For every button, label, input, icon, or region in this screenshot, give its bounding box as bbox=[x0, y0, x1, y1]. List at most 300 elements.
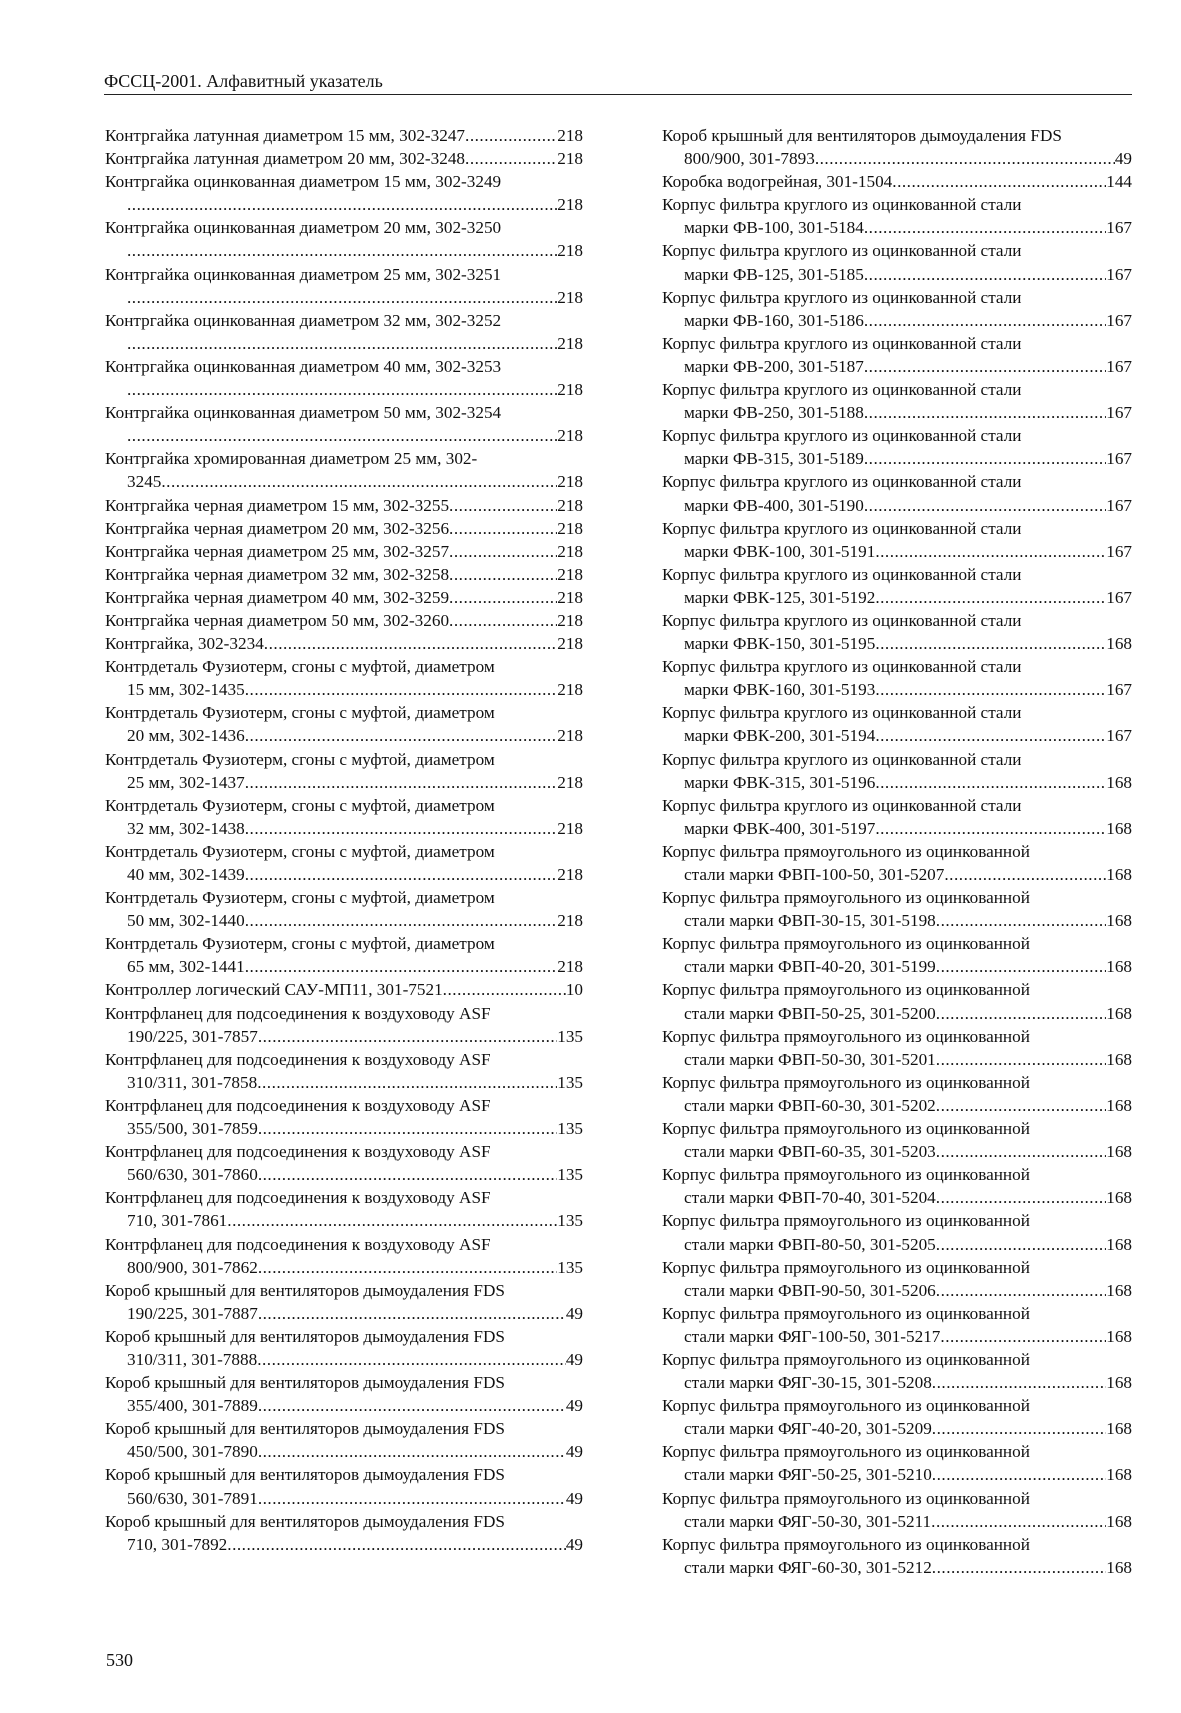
index-entry bbox=[105, 1325, 583, 1371]
index-entry bbox=[662, 424, 1132, 470]
index-entry-line bbox=[662, 1510, 1132, 1533]
index-entry-text: Контргайка черная диаметром 50 мм, 302-3260 bbox=[105, 610, 450, 630]
index-entry-line bbox=[105, 124, 583, 147]
index-entry-text: Корпус фильтра прямоугольного из оцинкованной bbox=[662, 1442, 1030, 1462]
index-entry-text: Корпус фильтра круглого из оцинкованной стали bbox=[662, 380, 1022, 400]
page-number: 530 bbox=[106, 1650, 133, 1670]
index-page-ref: 218 bbox=[557, 610, 583, 630]
index-entry-text: Контргайка оцинкованная диаметром 20 мм, 302-3250 bbox=[105, 218, 502, 238]
dot-leader bbox=[161, 470, 557, 493]
index-entry-text: марки ФВК-315, 301-5196 bbox=[684, 772, 876, 792]
index-entry bbox=[105, 840, 583, 886]
index-entry bbox=[662, 378, 1132, 424]
index-entry bbox=[105, 1510, 583, 1556]
index-page-ref: 167 bbox=[1106, 680, 1132, 700]
index-entry-line bbox=[662, 678, 1132, 701]
index-entry-line bbox=[105, 909, 583, 932]
index-entry-text: Короб крышный для вентиляторов дымоудаления FDS bbox=[105, 1280, 505, 1300]
index-entry-line bbox=[662, 355, 1132, 378]
dot-leader bbox=[449, 563, 557, 586]
index-page-ref: 49 bbox=[565, 1442, 583, 1462]
dot-leader bbox=[944, 863, 1106, 886]
dot-leader bbox=[936, 1048, 1106, 1071]
index-entry-text: 560/630, 301-7891 bbox=[127, 1488, 258, 1508]
index-entry-text: Корпус фильтра круглого из оцинкованной стали bbox=[662, 287, 1022, 307]
index-entry-text: Контргайка оцинкованная диаметром 32 мм, 302-3252 bbox=[105, 310, 502, 330]
dot-leader bbox=[465, 147, 557, 170]
index-entry-line bbox=[105, 1394, 583, 1417]
index-entry-text: 310/311, 301-7888 bbox=[127, 1349, 258, 1369]
index-entry-text: марки ФВК-400, 301-5197 bbox=[684, 818, 876, 838]
index-page-ref: 167 bbox=[1106, 264, 1132, 284]
index-entry bbox=[662, 655, 1132, 701]
index-page-ref: 168 bbox=[1106, 1049, 1132, 1069]
index-entry bbox=[105, 447, 583, 493]
index-entry-line bbox=[662, 1371, 1132, 1394]
index-entry-text: Контргайка хромированная диаметром 25 мм, 302- bbox=[105, 449, 478, 469]
index-entry-line bbox=[662, 309, 1132, 332]
dot-leader bbox=[875, 540, 1106, 563]
index-page-ref: 218 bbox=[557, 195, 583, 215]
dot-leader bbox=[936, 1233, 1106, 1256]
index-entry bbox=[105, 1463, 583, 1509]
index-page-ref: 144 bbox=[1106, 172, 1132, 192]
index-entry-text: Корпус фильтра прямоугольного из оцинкованной bbox=[662, 980, 1030, 1000]
index-entry bbox=[105, 632, 583, 655]
index-entry bbox=[105, 609, 583, 632]
dot-leader bbox=[864, 355, 1106, 378]
index-entry-line bbox=[662, 147, 1132, 170]
index-entry-text: Корпус фильтра круглого из оцинкованной стали bbox=[662, 703, 1022, 723]
index-entry-text: 560/630, 301-7860 bbox=[127, 1165, 258, 1185]
index-entry bbox=[662, 332, 1132, 378]
dot-leader bbox=[864, 447, 1106, 470]
index-entry-line bbox=[105, 239, 583, 262]
index-entry bbox=[105, 1279, 583, 1325]
index-entry-text: 355/500, 301-7859 bbox=[127, 1119, 258, 1139]
index-page-ref: 49 bbox=[565, 1396, 583, 1416]
index-entry-text: Контргайка оцинкованная диаметром 40 мм, 302-3253 bbox=[105, 356, 502, 376]
index-page-ref: 167 bbox=[1106, 310, 1132, 330]
index-entry-text: Контрдеталь Фузиотерм, сгоны с муфтой, диаметром bbox=[105, 657, 495, 677]
index-page-ref: 168 bbox=[1106, 1511, 1132, 1531]
index-entry bbox=[662, 470, 1132, 516]
index-entry-line bbox=[105, 978, 583, 1001]
index-entry-text: марки ФВ-100, 301-5184 bbox=[684, 218, 864, 238]
index-page-ref: 168 bbox=[1106, 1188, 1132, 1208]
index-entry-text: Корпус фильтра прямоугольного из оцинкованной bbox=[662, 934, 1030, 954]
index-entry bbox=[662, 124, 1132, 170]
index-page-ref: 135 bbox=[557, 1257, 583, 1277]
index-entry-text: Контрфланец для подсоединения к воздуховоду ASF bbox=[105, 1049, 491, 1069]
index-entry-text: марки ФВ-200, 301-5187 bbox=[684, 356, 864, 376]
index-entry-text: Контргайка оцинкованная диаметром 15 мм, 302-3249 bbox=[105, 172, 502, 192]
index-entry-text: Контргайка черная диаметром 40 мм, 302-3259 bbox=[105, 587, 450, 607]
index-entry bbox=[662, 932, 1132, 978]
index-entry-text: Короб крышный для вентиляторов дымоудаления FDS bbox=[105, 1511, 505, 1531]
index-entry-text: Корпус фильтра прямоугольного из оцинкованной bbox=[662, 1211, 1030, 1231]
index-page-ref: 218 bbox=[557, 564, 583, 584]
index-entry-line bbox=[662, 494, 1132, 517]
index-entry-text: 710, 301-7861 bbox=[127, 1211, 228, 1231]
index-entry bbox=[662, 1302, 1132, 1348]
index-entry-text: 190/225, 301-7857 bbox=[127, 1026, 258, 1046]
index-page-ref: 135 bbox=[557, 1072, 583, 1092]
dot-leader bbox=[864, 263, 1106, 286]
dot-leader bbox=[936, 955, 1106, 978]
index-entry bbox=[105, 748, 583, 794]
index-entry-line bbox=[105, 1025, 583, 1048]
index-entry-text: Корпус фильтра круглого из оцинкованной стали bbox=[662, 749, 1022, 769]
index-page-ref: 218 bbox=[557, 818, 583, 838]
index-entry-line bbox=[105, 1348, 583, 1371]
index-entry bbox=[662, 563, 1132, 609]
index-entry-text: 310/311, 301-7858 bbox=[127, 1072, 258, 1092]
index-entry bbox=[662, 1533, 1132, 1579]
index-page-ref: 218 bbox=[557, 634, 583, 654]
index-entry bbox=[105, 1002, 583, 1048]
index-entry-line bbox=[105, 193, 583, 216]
index-column-left bbox=[105, 124, 583, 1556]
index-entry bbox=[105, 1186, 583, 1232]
dot-leader bbox=[127, 239, 557, 262]
dot-leader bbox=[245, 863, 558, 886]
index-page-ref: 168 bbox=[1106, 1373, 1132, 1393]
index-page-ref: 167 bbox=[1106, 726, 1132, 746]
index-entry-line bbox=[105, 494, 583, 517]
index-entry-text: 50 мм, 302-1440 bbox=[127, 911, 245, 931]
index-entry-text: марки ФВ-250, 301-5188 bbox=[684, 403, 864, 423]
index-page-ref: 218 bbox=[557, 541, 583, 561]
index-entry bbox=[662, 1394, 1132, 1440]
dot-leader bbox=[932, 1463, 1106, 1486]
index-page-ref: 168 bbox=[1106, 911, 1132, 931]
index-entry-text: стали марки ФВП-90-50, 301-5206 bbox=[684, 1280, 936, 1300]
dot-leader bbox=[875, 817, 1106, 840]
index-entry bbox=[662, 840, 1132, 886]
index-entry-text: Контрфланец для подсоединения к воздуховоду ASF bbox=[105, 1095, 491, 1115]
index-page-ref: 218 bbox=[557, 126, 583, 145]
index-entry-line bbox=[662, 586, 1132, 609]
dot-leader bbox=[875, 632, 1106, 655]
index-entry-line bbox=[105, 1071, 583, 1094]
index-entry-line bbox=[105, 771, 583, 794]
index-entry-text: Короб крышный для вентиляторов дымоудаления FDS bbox=[105, 1373, 505, 1393]
index-page-ref: 167 bbox=[1106, 541, 1132, 561]
index-entry-text: марки ФВ-125, 301-5185 bbox=[684, 264, 864, 284]
index-entry-line bbox=[662, 724, 1132, 747]
index-entry-line bbox=[662, 1417, 1132, 1440]
index-entry-text: стали марки ФВП-60-35, 301-5203 bbox=[684, 1142, 936, 1162]
index-entry bbox=[105, 586, 583, 609]
index-entry-text: Корпус фильтра прямоугольного из оцинкованной bbox=[662, 1396, 1030, 1416]
index-entry-text: Контрфланец для подсоединения к воздуховоду ASF bbox=[105, 1234, 491, 1254]
dot-leader bbox=[936, 1186, 1106, 1209]
dot-leader bbox=[465, 124, 557, 147]
index-entry-text: марки ФВК-100, 301-5191 bbox=[684, 541, 876, 561]
dot-leader bbox=[227, 1209, 557, 1232]
dot-leader bbox=[936, 1002, 1106, 1025]
index-entry-text: Короб крышный для вентиляторов дымоудаления FDS bbox=[662, 126, 1062, 145]
index-entry-text: Корпус фильтра круглого из оцинкованной стали bbox=[662, 610, 1022, 630]
index-page-ref: 49 bbox=[565, 1303, 583, 1323]
index-entry-text: марки ФВ-400, 301-5190 bbox=[684, 495, 864, 515]
index-entry bbox=[662, 193, 1132, 239]
index-entry-text: 450/500, 301-7890 bbox=[127, 1442, 258, 1462]
dot-leader bbox=[449, 609, 557, 632]
index-entry bbox=[662, 978, 1132, 1024]
dot-leader bbox=[936, 1279, 1106, 1302]
index-page-ref: 168 bbox=[1106, 1003, 1132, 1023]
index-entry bbox=[105, 563, 583, 586]
index-page-ref: 49 bbox=[565, 1534, 583, 1554]
index-entry-line bbox=[105, 147, 583, 170]
index-page-ref: 167 bbox=[1106, 403, 1132, 423]
dot-leader bbox=[258, 1256, 557, 1279]
index-page-ref: 168 bbox=[1106, 772, 1132, 792]
index-page-ref: 218 bbox=[557, 287, 583, 307]
index-page-ref: 218 bbox=[557, 333, 583, 353]
index-page-ref: 218 bbox=[557, 149, 583, 169]
index-entry-text: Корпус фильтра круглого из оцинкованной стали bbox=[662, 426, 1022, 446]
dot-leader bbox=[864, 494, 1106, 517]
index-entry bbox=[662, 609, 1132, 655]
index-entry-text: Контргайка черная диаметром 25 мм, 302-3257 bbox=[105, 541, 450, 561]
dot-leader bbox=[127, 378, 557, 401]
index-entry-text: Контргайка черная диаметром 20 мм, 302-3256 bbox=[105, 518, 450, 538]
index-entry-text: стали марки ФЯГ-100-50, 301-5217 bbox=[684, 1326, 941, 1346]
index-entry-text: стали марки ФЯГ-50-30, 301-5211 bbox=[684, 1511, 932, 1531]
index-page-ref: 135 bbox=[557, 1211, 583, 1231]
index-entry-text: 355/400, 301-7889 bbox=[127, 1396, 258, 1416]
dot-leader bbox=[864, 309, 1106, 332]
index-entry bbox=[105, 932, 583, 978]
index-entry-line bbox=[662, 909, 1132, 932]
index-entry bbox=[105, 401, 583, 447]
index-entry-text: Контрдеталь Фузиотерм, сгоны с муфтой, диаметром bbox=[105, 841, 495, 861]
dot-leader bbox=[936, 1094, 1106, 1117]
index-entry-text: Корпус фильтра прямоугольного из оцинкованной bbox=[662, 1303, 1030, 1323]
index-entry-text: Контргайка оцинкованная диаметром 50 мм, 302-3254 bbox=[105, 403, 502, 423]
index-entry bbox=[105, 494, 583, 517]
dot-leader bbox=[245, 909, 558, 932]
index-entry-line bbox=[105, 332, 583, 355]
index-entry-text: 15 мм, 302-1435 bbox=[127, 680, 245, 700]
index-page-ref: 218 bbox=[557, 957, 583, 977]
index-entry-text: Контргайка латунная диаметром 15 мм, 302-3247 bbox=[105, 126, 466, 145]
index-entry-text: 3245 bbox=[127, 472, 162, 492]
index-page-ref: 218 bbox=[557, 380, 583, 400]
index-page-ref: 168 bbox=[1106, 818, 1132, 838]
index-entry-line bbox=[105, 1163, 583, 1186]
index-page-ref: 218 bbox=[557, 865, 583, 884]
dot-leader bbox=[449, 540, 557, 563]
dot-leader bbox=[258, 1487, 566, 1510]
index-entry-text: Контргайка, 302-3234 bbox=[105, 634, 264, 654]
index-entry-line bbox=[105, 540, 583, 563]
index-entry-text: стали марки ФВП-40-20, 301-5199 bbox=[684, 957, 936, 977]
index-entry-text: Корпус фильтра прямоугольного из оцинкованной bbox=[662, 888, 1030, 908]
index-entry-text: Корпус фильтра прямоугольного из оцинкованной bbox=[662, 1119, 1030, 1139]
index-entry-text: марки ФВК-150, 301-5195 bbox=[684, 634, 876, 654]
index-entry-line bbox=[105, 378, 583, 401]
index-entry-line bbox=[662, 1463, 1132, 1486]
index-page-ref: 218 bbox=[557, 426, 583, 446]
dot-leader bbox=[258, 1302, 566, 1325]
index-entry bbox=[105, 263, 583, 309]
index-entry-line bbox=[105, 678, 583, 701]
index-page-ref: 218 bbox=[557, 680, 583, 700]
running-header: ФССЦ-2001. Алфавитный указатель bbox=[104, 70, 1132, 95]
index-entry-line bbox=[105, 1533, 583, 1556]
index-entry-line bbox=[662, 170, 1132, 193]
index-entry-line bbox=[662, 1279, 1132, 1302]
dot-leader bbox=[257, 1071, 557, 1094]
index-entry bbox=[662, 1487, 1132, 1533]
index-page-ref: 167 bbox=[1106, 495, 1132, 515]
index-entry-text: Короб крышный для вентиляторов дымоудаления FDS bbox=[105, 1326, 505, 1346]
index-page-ref: 167 bbox=[1106, 218, 1132, 238]
dot-leader bbox=[936, 909, 1106, 932]
dot-leader bbox=[875, 771, 1106, 794]
index-page-ref: 135 bbox=[557, 1119, 583, 1139]
index-entry bbox=[105, 1371, 583, 1417]
dot-leader bbox=[258, 1163, 557, 1186]
index-entry bbox=[105, 355, 583, 401]
index-entry-text: 65 мм, 302-1441 bbox=[127, 957, 245, 977]
index-entry-line bbox=[105, 563, 583, 586]
index-entry-text: Контргайка латунная диаметром 20 мм, 302-3248 bbox=[105, 149, 466, 169]
dot-leader bbox=[258, 1117, 557, 1140]
index-page-ref: 167 bbox=[1106, 356, 1132, 376]
index-page-ref: 168 bbox=[1106, 1234, 1132, 1254]
index-page-ref: 168 bbox=[1106, 1095, 1132, 1115]
dot-leader bbox=[449, 586, 557, 609]
index-entry bbox=[105, 1094, 583, 1140]
index-entry-line bbox=[105, 863, 583, 886]
dot-leader bbox=[257, 1348, 566, 1371]
index-entry-text: Контроллер логический САУ-МП11, 301-7521 bbox=[105, 980, 443, 1000]
index-entry-text: стали марки ФВП-30-15, 301-5198 bbox=[684, 911, 936, 931]
index-entry bbox=[662, 1209, 1132, 1255]
index-entry bbox=[105, 1048, 583, 1094]
index-entry-text: стали марки ФЯГ-60-30, 301-5212 bbox=[684, 1557, 932, 1577]
index-entry-text: 190/225, 301-7887 bbox=[127, 1303, 258, 1323]
index-entry-text: 25 мм, 302-1437 bbox=[127, 772, 245, 792]
index-page-ref: 49 bbox=[1114, 149, 1132, 169]
index-entry-text: Контргайка оцинкованная диаметром 25 мм, 302-3251 bbox=[105, 264, 502, 284]
index-entry-text: Контрдеталь Фузиотерм, сгоны с муфтой, диаметром bbox=[105, 795, 495, 815]
index-entry-line bbox=[105, 1117, 583, 1140]
index-entry-text: Короб крышный для вентиляторов дымоудаления FDS bbox=[105, 1465, 505, 1485]
index-entry bbox=[105, 701, 583, 747]
index-entry-line bbox=[105, 517, 583, 540]
index-entry-text: Корпус фильтра прямоугольного из оцинкованной bbox=[662, 1165, 1030, 1185]
index-entry-text: 40 мм, 302-1439 bbox=[127, 865, 245, 884]
index-entry bbox=[105, 1140, 583, 1186]
index-entry bbox=[662, 1348, 1132, 1394]
index-entry bbox=[105, 540, 583, 563]
index-entry-line bbox=[662, 1002, 1132, 1025]
index-entry bbox=[662, 1440, 1132, 1486]
index-column-right bbox=[662, 124, 1132, 1579]
index-entry-line bbox=[662, 771, 1132, 794]
index-entry bbox=[105, 170, 583, 216]
index-page-ref: 218 bbox=[557, 772, 583, 792]
index-entry-line bbox=[662, 817, 1132, 840]
index-entry-text: Корпус фильтра прямоугольного из оцинкованной bbox=[662, 841, 1030, 861]
index-page-ref: 167 bbox=[1106, 587, 1132, 607]
dot-leader bbox=[931, 1510, 1106, 1533]
index-entry-text: Корпус фильтра круглого из оцинкованной стали bbox=[662, 795, 1022, 815]
index-page-ref: 168 bbox=[1106, 1465, 1132, 1485]
index-entry-text: марки ФВК-125, 301-5192 bbox=[684, 587, 876, 607]
index-entry bbox=[105, 124, 583, 147]
index-entry bbox=[662, 170, 1132, 193]
index-page-ref: 168 bbox=[1106, 957, 1132, 977]
index-entry-line bbox=[662, 1186, 1132, 1209]
index-entry bbox=[662, 517, 1132, 563]
index-entry bbox=[105, 1417, 583, 1463]
index-entry-line bbox=[105, 724, 583, 747]
index-entry bbox=[662, 794, 1132, 840]
dot-leader bbox=[449, 494, 557, 517]
index-entry-text: Контрфланец для подсоединения к воздуховоду ASF bbox=[105, 1188, 491, 1208]
index-entry-text: стали марки ФВП-100-50, 301-5207 bbox=[684, 865, 945, 884]
index-entry-text: Корпус фильтра прямоугольного из оцинкованной bbox=[662, 1026, 1030, 1046]
dot-leader bbox=[936, 1140, 1106, 1163]
index-entry-text: стали марки ФВП-50-30, 301-5201 bbox=[684, 1049, 936, 1069]
dot-leader bbox=[815, 147, 1115, 170]
index-page-ref: 218 bbox=[557, 911, 583, 931]
index-entry-text: Корпус фильтра круглого из оцинкованной стали bbox=[662, 241, 1022, 261]
dot-leader bbox=[127, 424, 557, 447]
index-entry-line bbox=[662, 1233, 1132, 1256]
index-page-ref: 218 bbox=[557, 726, 583, 746]
index-entry-line bbox=[662, 1140, 1132, 1163]
index-entry-line bbox=[662, 1094, 1132, 1117]
index-entry bbox=[662, 1025, 1132, 1071]
dot-leader bbox=[245, 817, 558, 840]
index-entry-line bbox=[105, 1302, 583, 1325]
index-entry-text: стали марки ФЯГ-30-15, 301-5208 bbox=[684, 1373, 932, 1393]
dot-leader bbox=[443, 978, 566, 1001]
index-entry bbox=[662, 748, 1132, 794]
index-entry-line bbox=[105, 586, 583, 609]
index-page-ref: 218 bbox=[557, 241, 583, 261]
index-entry-text: 710, 301-7892 bbox=[127, 1534, 228, 1554]
index-entry-line bbox=[105, 1487, 583, 1510]
index-entry-text: стали марки ФВП-60-30, 301-5202 bbox=[684, 1095, 936, 1115]
index-entry-line bbox=[105, 955, 583, 978]
dot-leader bbox=[127, 332, 557, 355]
index-entry-text: марки ФВК-160, 301-5193 bbox=[684, 680, 876, 700]
index-entry-line bbox=[105, 470, 583, 493]
index-entry-text: стали марки ФВП-50-25, 301-5200 bbox=[684, 1003, 936, 1023]
index-page-ref: 168 bbox=[1106, 1142, 1132, 1162]
index-entry-text: Контрдеталь Фузиотерм, сгоны с муфтой, диаметром bbox=[105, 888, 495, 908]
index-page-ref: 167 bbox=[1106, 449, 1132, 469]
index-entry-line bbox=[662, 401, 1132, 424]
index-page-ref: 218 bbox=[557, 472, 583, 492]
index-entry-line bbox=[662, 1556, 1132, 1579]
dot-leader bbox=[932, 1556, 1106, 1579]
dot-leader bbox=[245, 955, 558, 978]
index-entry-text: марки ФВ-160, 301-5186 bbox=[684, 310, 864, 330]
index-entry bbox=[105, 309, 583, 355]
dot-leader bbox=[449, 517, 557, 540]
index-entry-text: Контргайка черная диаметром 15 мм, 302-3255 bbox=[105, 495, 450, 515]
